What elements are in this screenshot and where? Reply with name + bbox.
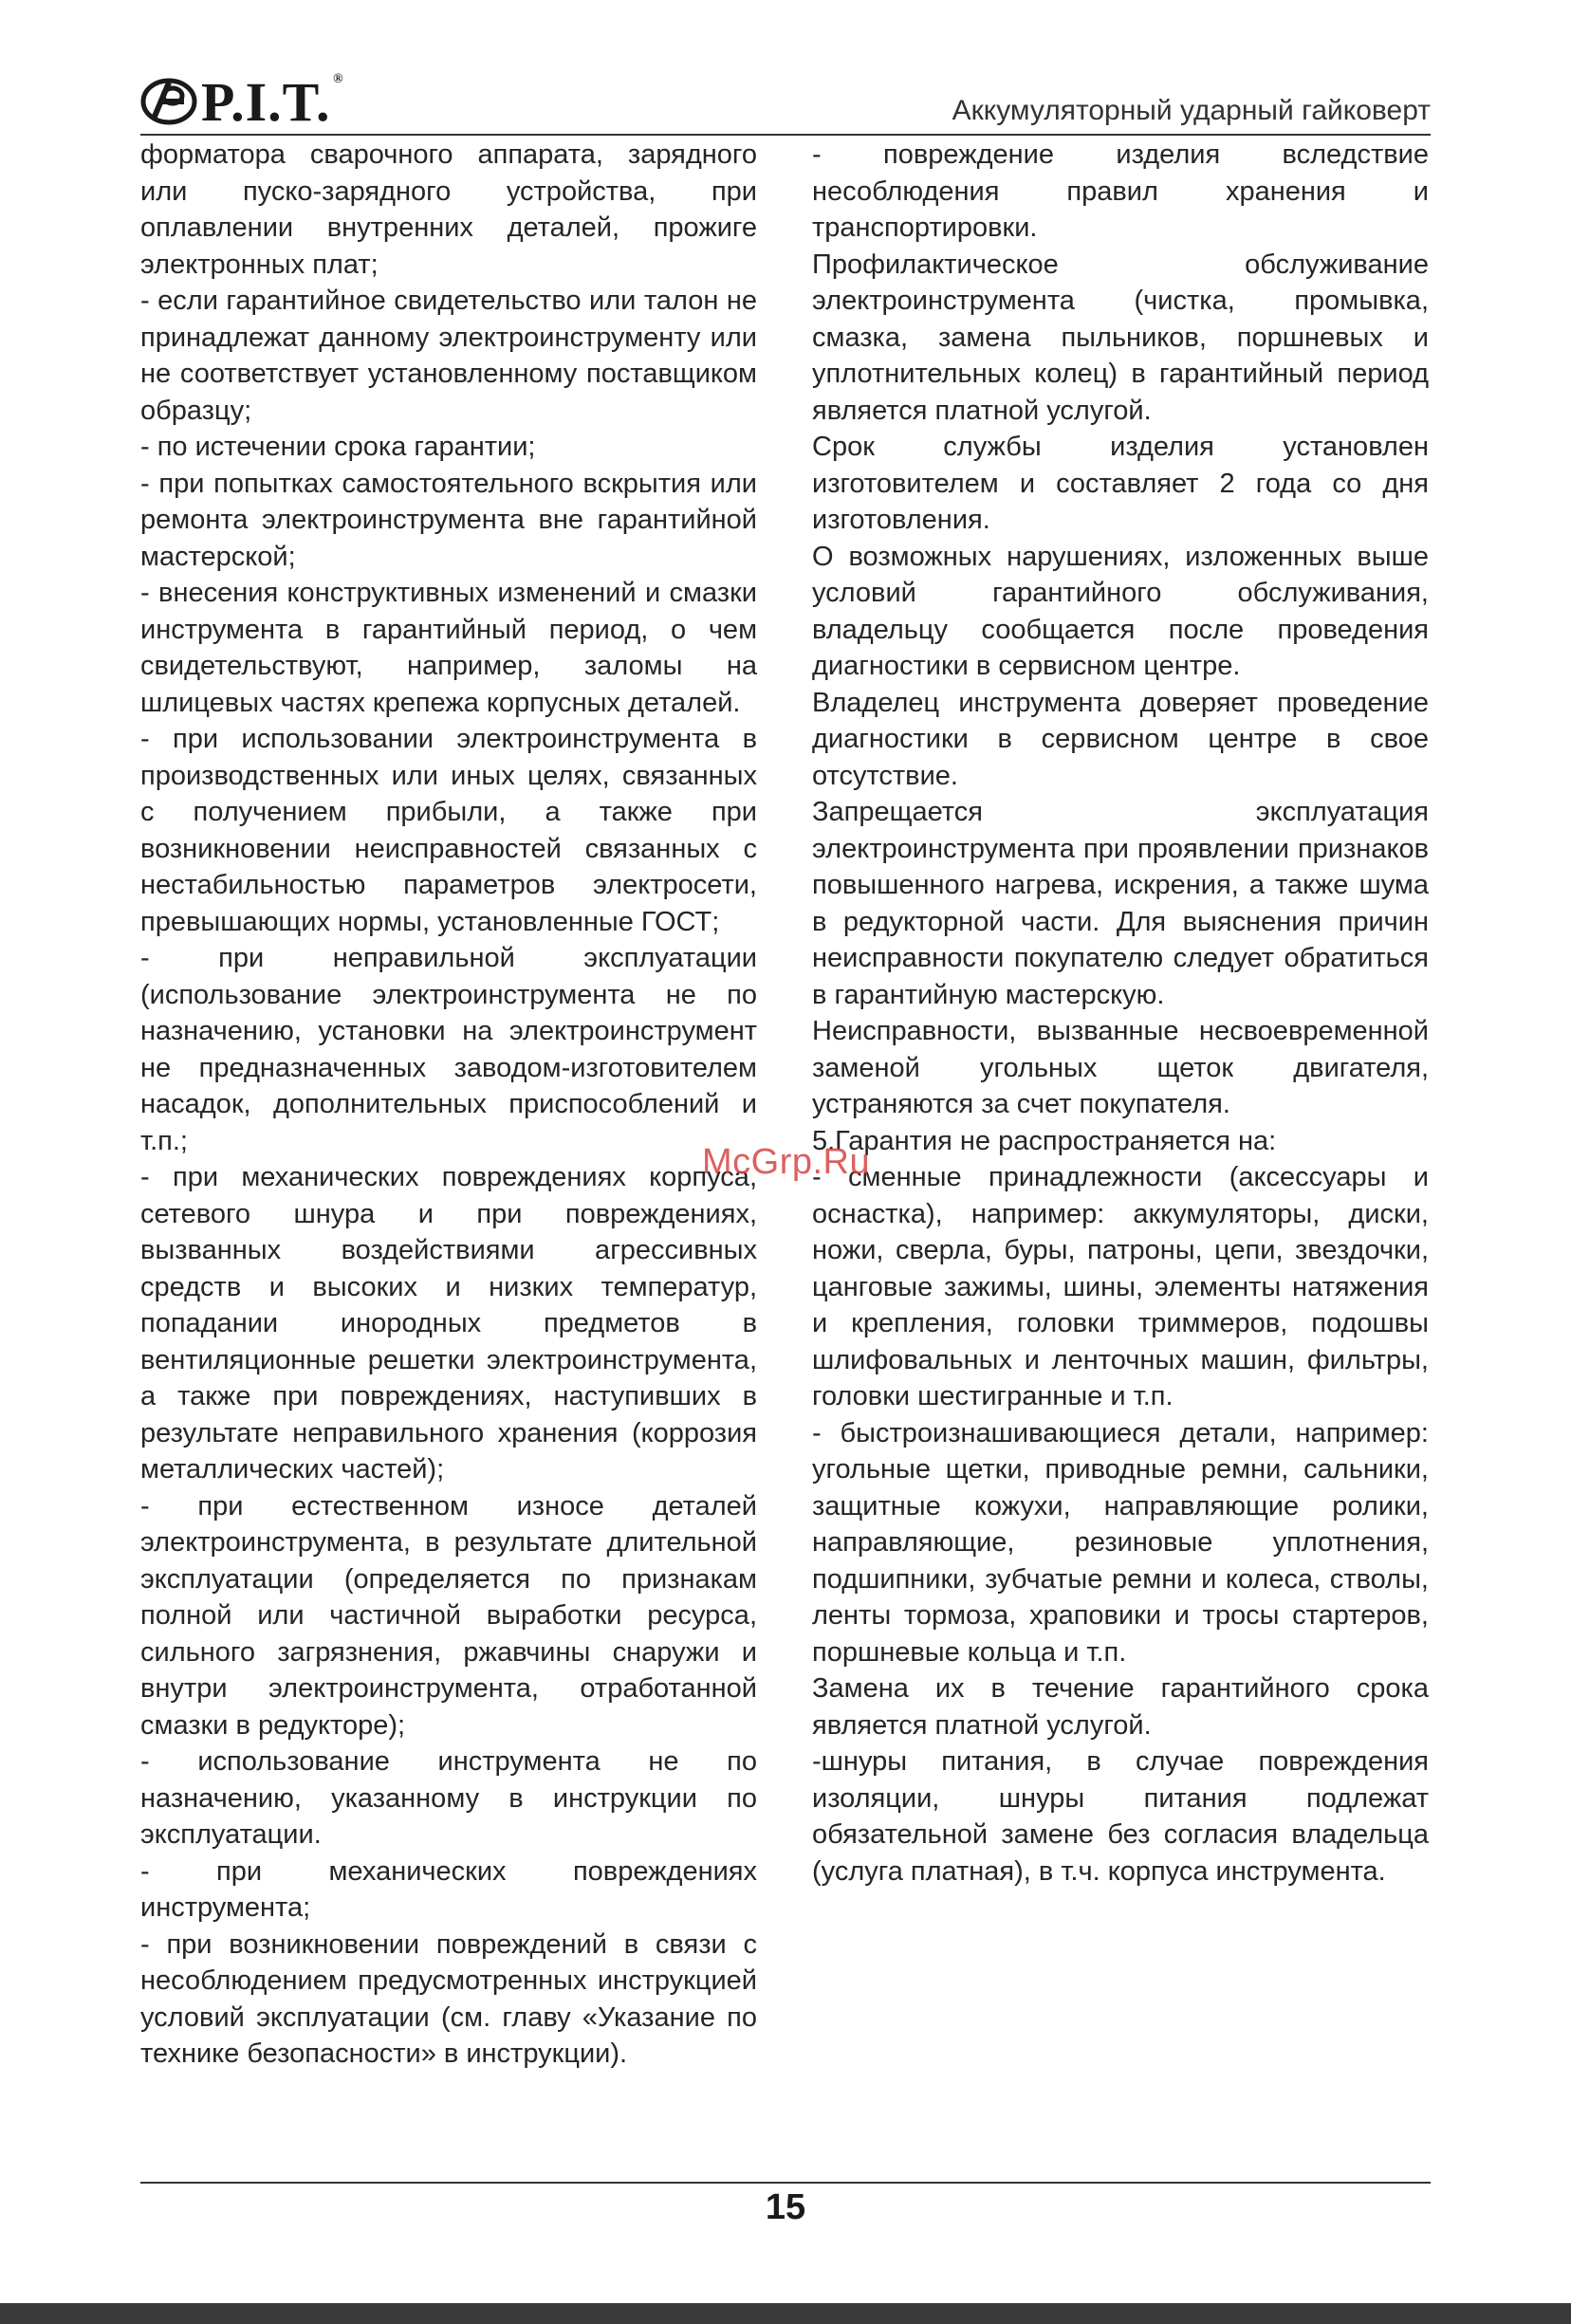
left-column <box>140 137 757 2073</box>
paragraph: - при использовании электроинструмента в производственных или иных целях, связанных с получением прибыли, а также при возникновении неисправностей связанных с нестабильностью параметров электросети, превышающих нормы, установленные ГОСТ; <box>140 724 757 937</box>
paragraph: -шнуры питания, в случае повреждения изоляции, шнуры питания подлежат обязательной замене без согласия владельца (услуга платная), в т.ч. корпуса инструмента. <box>812 1746 1429 1887</box>
paragraph: - при неправильной эксплуатации (использование электроинструмента не по назначению, установки на электроинструмент не предназначенных заводом-изготовителем насадок, дополнительных приспособлений и т.п.; <box>140 943 757 1156</box>
brand-logo <box>140 68 344 135</box>
footer-divider <box>140 2182 1431 2184</box>
brand-name: P.I.T. ® <box>201 70 344 133</box>
paragraph: - при механических повреждениях корпуса, сетевого шнура и при повреждениях, вызванных воздействиями агрессивных средств и высоких и низких температур, попадании инородных предметов в вентиляционные решетки электроинструмента, а также при повреждениях, наступивших в результате неправильного хранения (коррозия металлических частей); <box>140 1162 757 1485</box>
paragraph: - при естественном износе деталей электроинструмента, в результате длительной эксплуатации (определяется по признакам полной или частичной выработки ресурса, сильного загрязнения, ржавчины снаружи и внутри электроинструмента, отработанной смазки в редукторе); <box>140 1490 757 1741</box>
paragraph: Запрещается эксплуатация электроинструмента при проявлении признаков повышенного нагрева, искрения, а также шума в редукторной части. Для выяснения причин неисправности покупателю следует обратиться в гарантийную мастерскую. <box>812 797 1429 1010</box>
scan-edge <box>0 2303 1571 2324</box>
registered-mark: ® <box>333 71 344 86</box>
paragraph: О возможных нарушениях, изложенных выше условий гарантийного обслуживания, владельцу сообщается после проведения диагностики в сервисном центре. <box>812 541 1429 681</box>
paragraph: - если гарантийное свидетельство или талон не принадлежат данному электроинструменту или не соответствует установленному поставщиком образцу; <box>140 286 757 426</box>
paragraph: форматора сварочного аппарата, зарядного или пуско-зарядного устройства, при оплавлении внутренних деталей, прожиге электронных плат; <box>140 139 757 280</box>
site-watermark: McGrp.Ru <box>702 1142 871 1182</box>
section-heading: 5.Гарантия не распространяется на: <box>812 1125 1277 1156</box>
brand-emblem-icon <box>140 77 197 126</box>
paragraph: - использование инструмента не по назначению, указанному в инструкции по эксплуатации. <box>140 1746 757 1850</box>
document-title: Аккумуляторный ударный гайковерт <box>952 95 1431 126</box>
paragraph: - по истечении срока гарантии; <box>140 432 536 462</box>
paragraph: Владелец инструмента доверяет проведение диагностики в сервисном центре в свое отсутствие. <box>812 687 1429 791</box>
paragraph: - внесения конструктивных изменений и смазки инструмента в гарантийный период, о чем свидетельствуют, например, заломы на шлицевых частях крепежа корпусных деталей. <box>140 578 757 718</box>
paragraph: - быстроизнашивающиеся детали, например: угольные щетки, приводные ремни, сальники, защитные кожухи, направляющие ролики, направляющие, резиновые уплотнения, подшипники, зубчатые ремни и колеса, стволы, ленты тормоза, храповики и тросы стартеров, поршневые кольца и т.п. <box>812 1417 1429 1668</box>
paragraph: - сменные принадлежности (аксессуары и оснастка), например: аккумуляторы, диски, ножи, сверла, буры, патроны, цепи, звездочки, цанговые зажимы, шины, элементы натяжения и крепления, головки триммеров, подошвы шлифовальных и ленточных машин, фильтры, головки шестигранные и т.п. <box>812 1162 1429 1411</box>
paragraph: Срок службы изделия установлен изготовителем и составляет 2 года со дня изготовления. <box>812 432 1429 535</box>
paragraph: Замена их в течение гарантийного срока является платной услугой. <box>812 1673 1429 1741</box>
paragraph: - при попытках самостоятельного вскрытия или ремонта электроинструмента вне гарантийной мастерской; <box>140 468 757 572</box>
header-divider <box>140 134 1431 136</box>
paragraph: - повреждение изделия вследствие несоблюдения правил хранения и транспортировки. <box>812 139 1429 243</box>
paragraph: Неисправности, вызванные несвоевременной заменой угольных щеток двигателя, устраняются за счет покупателя. <box>812 1016 1429 1119</box>
right-column <box>812 137 1429 1890</box>
page-header <box>140 68 1431 137</box>
paragraph: Профилактическое обслуживание электроинструмента (чистка, промывка, смазка, замена пыльников, поршневых и уплотнительных колец) в гарантийный период является платной услугой. <box>812 249 1429 426</box>
page-number: 15 <box>765 2187 806 2227</box>
paragraph: - при механических повреждениях инструмента; <box>140 1855 757 1923</box>
paragraph: - при возникновении повреждений в связи с несоблюдением предусмотренных инструкцией условий эксплуатации (см. главу «Указание по технике безопасности» в инструкции). <box>140 1928 757 2069</box>
